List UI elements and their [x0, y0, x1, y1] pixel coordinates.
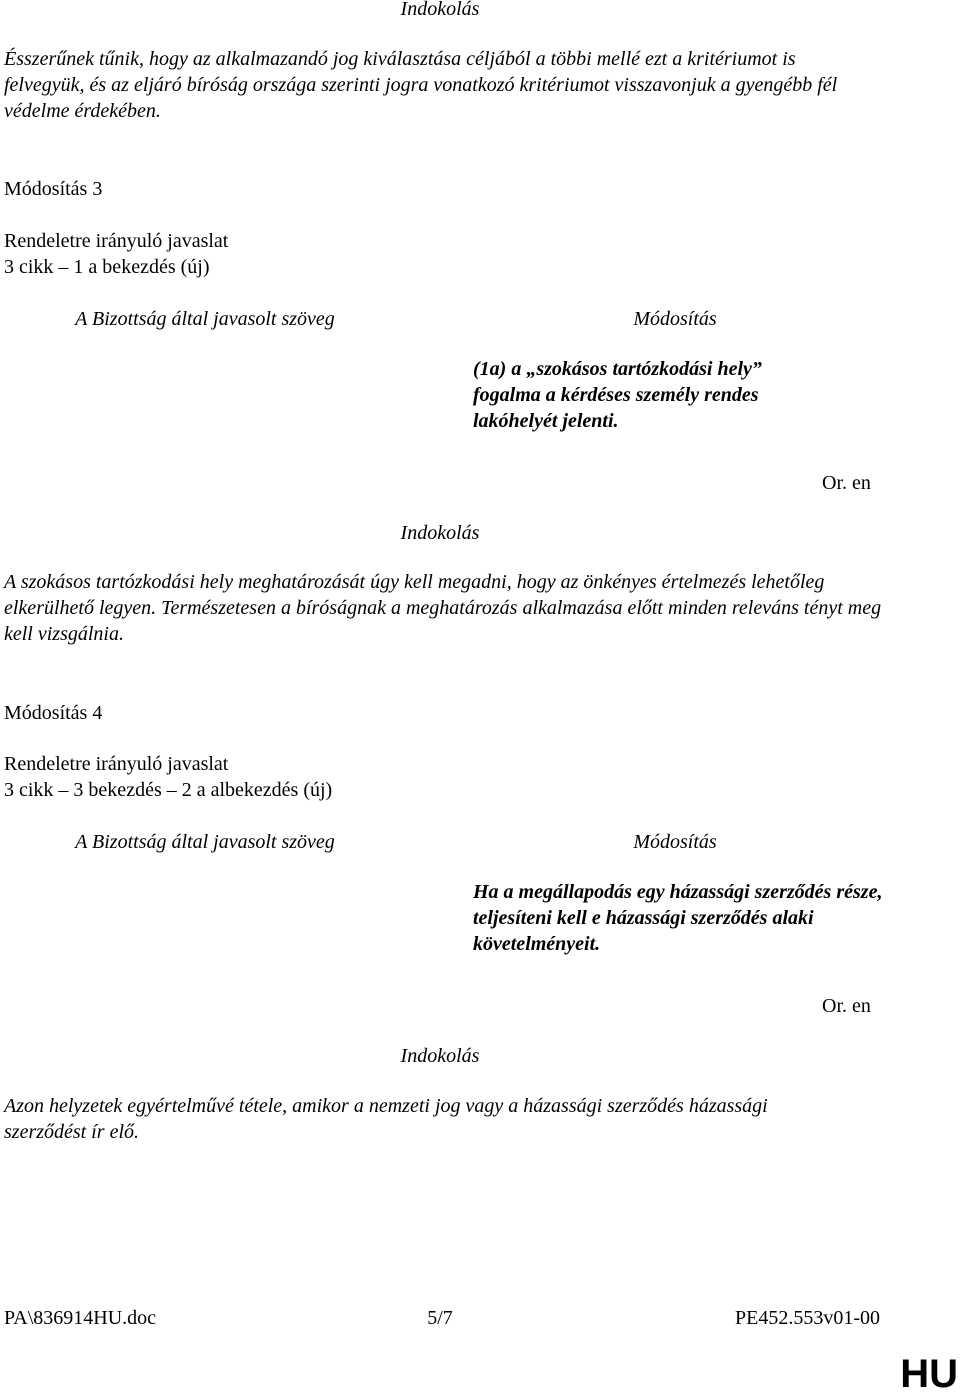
amendment-4-title: Módosítás 4 [4, 702, 103, 724]
amendment-4-article: 3 cikk – 3 bekezdés – 2 a albekezdés (új) [4, 779, 333, 801]
amendment-4-proposal: Rendeletre irányuló javaslat [4, 753, 229, 775]
amendment-3-article: 3 cikk – 1 a bekezdés (új) [4, 256, 210, 278]
footer-pe-reference: PE452.553v01-00 [735, 1307, 880, 1329]
amendment-3-proposal: Rendeletre irányuló javaslat [4, 230, 229, 252]
intro-justification-text: Ésszerűnek tűnik, hogy az alkalmazandó jog kiválasztása céljából a többi mellé ezt a kritériumot is felvegyük, és az eljáró bíróság országa szerinti jogra vonatkozó kritériumot visszavonjuk a gyengébb fél védelme érdekében. [4, 48, 838, 122]
amendment-3-column-left-header: A Bizottság által javasolt szöveg [75, 308, 335, 330]
footer-page-number: 5/7 [427, 1307, 453, 1329]
amendment-4-text: Ha a megállapodás egy házassági szerződés része, teljesíteni kell e házassági szerződés alaki követelményeit. [473, 881, 883, 955]
amendment-3-justification-part2: Természetesen a bíróságnak a meghatározás alkalmazása előtt minden releváns tényt meg kell vizsgálnia. [4, 597, 882, 645]
amendment-3-justification [4, 569, 884, 647]
footer-language-code: HU [900, 1352, 958, 1396]
amendment-4-justification-heading: Indokolás [400, 1045, 480, 1067]
amendment-4-original-language: Or. en [822, 995, 871, 1017]
amendment-4-justification: Azon helyzetek egyértelművé tétele, amikor a nemzeti jog vagy a házassági szerződés házassági szerződést ír elő. [4, 1095, 768, 1143]
amendment-3-justification-part1: A szokásos tartózkodási hely meghatározását úgy kell megadni, hogy az önkényes értelmezés lehetőleg elkerülhető legyen. [4, 571, 825, 619]
amendment-4-column-left-header: A Bizottság által javasolt szöveg [75, 831, 335, 853]
top-justification-heading: Indokolás [400, 0, 480, 20]
amendment-3-column-right-header: Módosítás [633, 308, 717, 330]
amendment-3-justification-heading: Indokolás [400, 522, 480, 544]
amendment-3-original-language: Or. en [822, 472, 871, 494]
amendment-3-title: Módosítás 3 [4, 178, 103, 200]
footer-document-reference: PA\836914HU.doc [4, 1307, 157, 1329]
amendment-4-column-right-header: Módosítás [633, 831, 717, 853]
amendment-3-text: (1a) a „szokásos tartózkodási hely” fogalma a kérdéses személy rendes lakóhelyét jelenti. [473, 358, 762, 432]
